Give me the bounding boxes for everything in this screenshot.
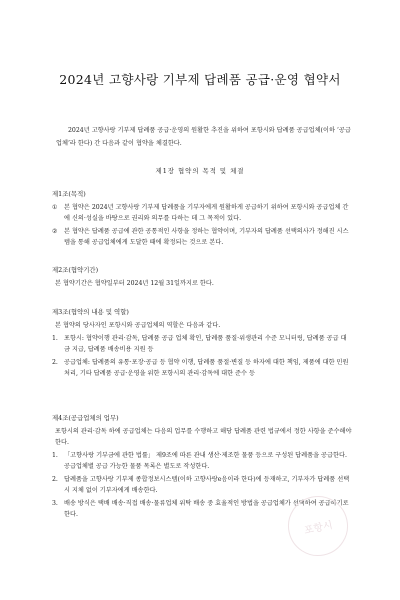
item-text: 배송 방식은 택배 배송·직접 배송·물류업체 위탁 배송 중 효율적인 방법을 공급업체가 선택하여 공급하기로 한다. — [64, 500, 349, 518]
item-number: ② — [52, 228, 58, 235]
article-item — [52, 357, 352, 379]
item-number: ① — [52, 204, 58, 211]
article-1 — [52, 188, 352, 250]
article-item — [52, 202, 352, 224]
article-item — [52, 474, 352, 496]
article-paragraph: 본 협약기간은 협약일부터 2024년 12월 31일까지로 한다. — [55, 280, 214, 287]
item-text: 공급업체: 답례품의 유통·포장·공급 등 협약 이행, 답례품 품절·변질 등 하자에 대한 책임, 제품에 대한 민원 처리, 기타 답례품 공급·운영을 위한 포항시의 관리·감독에 대한 준수 등 — [64, 359, 349, 377]
article-heading: 제1조(목적) — [52, 190, 86, 198]
item-number: 2. — [52, 476, 58, 483]
item-text: 「고향사랑 기부금에 관한 법률」 제9조에 따른 관내 생산·제조한 물품 등으로 구성된 답례품을 공급한다. 공급업체별 공급 가능한 물품 목록은 별도로 작성한다. — [64, 452, 347, 470]
item-text: 포항시: 협약이행 관리·감독, 답례품 공급 업체 확인, 답례품 품질·위생관리 수준 모니터링, 답례품 공급 대금 지급, 답례품 배송비용 지원 등 — [64, 335, 347, 353]
article-paragraph: 본 협약의 당사자인 포항시와 공급업체의 역할은 다음과 같다. — [55, 322, 221, 329]
intro-paragraph: 2024년 고향사랑 기부제 답례품 공급·운영의 원활한 추진을 위하여 포항시와 답례품 공급업체(이하 ‘공급업체’라 한다) 간 다음과 같이 협약을 체결한다. — [56, 127, 351, 147]
item-number: 2. — [52, 359, 58, 366]
article-2 — [52, 264, 352, 291]
article-paragraph: 포항시의 관리·감독 하에 공급업체는 다음의 업무를 수행하고 해당 답례품 관련 법규에서 정한 사항을 준수해야 한다. — [55, 428, 352, 446]
article-item — [52, 226, 352, 248]
article-item — [52, 333, 352, 355]
article-3 — [52, 306, 352, 381]
item-text: 본 협약은 2024년 고향사랑 기부제 답례품을 기부자에게 원활하게 공급하기 위하여 포항시와 공급업체 간에 신의·성실을 바탕으로 권리와 의무를 다하는 데 그 목적이 있다. — [64, 204, 349, 222]
document-title: 2024년 고향사랑 기부제 답례품 공급·운영 협약서 — [59, 72, 341, 87]
article-item — [52, 450, 352, 472]
article-heading: 제3조(협약의 내용 및 역할) — [52, 308, 129, 316]
item-number: 1. — [52, 335, 58, 342]
item-number: 3. — [52, 500, 58, 507]
item-text: 본 협약은 답례품 공급에 관한 공통적인 사항을 정하는 협약이며, 기부자의 답례품 선택의사가 정해진 시스템을 통해 공급업체에게 도달한 때에 확정되는 것으로 본다. — [64, 228, 349, 246]
item-text: 답례품을 고향사랑 기부제 종합정보시스템(이하 고향사랑e음이라 한다)에 등재하고, 기부자가 답례품 선택 시 지체 없이 기부자에게 배송한다. — [64, 476, 350, 494]
chapter-title: 제1장 협약의 목적 및 체결 — [155, 167, 245, 175]
article-heading: 제4조(공급업체의 업무) — [52, 414, 119, 422]
article-heading: 제2조(협약기간) — [52, 266, 99, 274]
item-number: 1. — [52, 452, 58, 459]
watermark-text: 포항시 — [303, 519, 334, 537]
